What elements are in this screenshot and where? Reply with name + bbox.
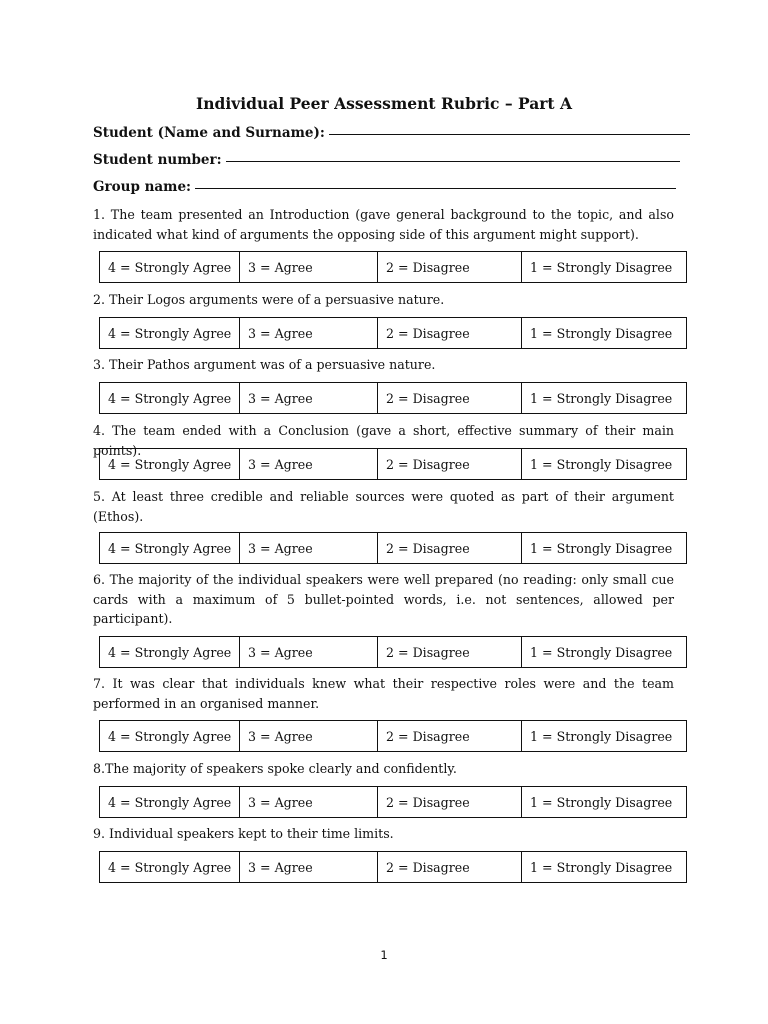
student-name-label: Student (Name and Surname):	[93, 125, 325, 141]
student-name-field[interactable]	[93, 125, 690, 141]
rating-scale-5[interactable]	[99, 532, 687, 564]
rating-option-2[interactable]: 2 = Disagree	[378, 787, 522, 818]
page-title: Individual Peer Assessment Rubric – Part A	[195, 94, 573, 113]
rating-option-4[interactable]: 4 = Strongly Agree	[100, 383, 240, 414]
question-1: 1. The team presented an Introduction (gave general background to the topic, and also indicated what kind of arguments the opposing side of this argument might support).	[93, 207, 674, 242]
question-6: 6. The majority of the individual speakers were well prepared (no reading: only small cue cards with a maximum of 5 bullet-pointed words, i.e. not sentences, allowed per participant).	[93, 572, 674, 626]
group-name-label: Group name:	[93, 179, 192, 195]
rating-option-2[interactable]: 2 = Disagree	[378, 252, 522, 283]
rating-option-1[interactable]: 1 = Strongly Disagree	[522, 383, 687, 414]
question-8: 8.The majority of speakers spoke clearly and confidently.	[93, 761, 457, 776]
rating-scale-1[interactable]	[99, 251, 687, 283]
question-9: 9. Individual speakers kept to their time limits.	[93, 826, 394, 841]
student-number-blank-line[interactable]	[226, 160, 680, 162]
group-name-field[interactable]	[93, 179, 676, 195]
rating-option-4[interactable]: 4 = Strongly Agree	[100, 318, 240, 349]
question-5: 5. At least three credible and reliable sources were quoted as part of their argument (Ethos).	[93, 489, 674, 524]
rating-option-4[interactable]: 4 = Strongly Agree	[100, 449, 240, 480]
rating-option-2[interactable]: 2 = Disagree	[378, 852, 522, 883]
rating-option-4[interactable]: 4 = Strongly Agree	[100, 252, 240, 283]
rating-option-1[interactable]: 1 = Strongly Disagree	[522, 318, 687, 349]
rating-option-2[interactable]: 2 = Disagree	[378, 383, 522, 414]
student-name-blank-line[interactable]	[329, 133, 690, 135]
rating-option-3[interactable]: 3 = Agree	[240, 533, 378, 564]
rating-option-3[interactable]: 3 = Agree	[240, 383, 378, 414]
student-number-field[interactable]	[93, 152, 680, 168]
rating-scale-3[interactable]	[99, 382, 687, 414]
rating-option-4[interactable]: 4 = Strongly Agree	[100, 721, 240, 752]
rating-scale-9[interactable]	[99, 851, 687, 883]
rating-option-2[interactable]: 2 = Disagree	[378, 449, 522, 480]
question-4: 4. The team ended with a Conclusion (gave a short, effective summary of their main points).	[93, 423, 674, 458]
rating-option-1[interactable]: 1 = Strongly Disagree	[522, 787, 687, 818]
rating-option-3[interactable]: 3 = Agree	[240, 252, 378, 283]
rating-option-4[interactable]: 4 = Strongly Agree	[100, 637, 240, 668]
rating-option-2[interactable]: 2 = Disagree	[378, 637, 522, 668]
group-name-blank-line[interactable]	[195, 187, 676, 189]
rating-option-3[interactable]: 3 = Agree	[240, 318, 378, 349]
rating-option-2[interactable]: 2 = Disagree	[378, 318, 522, 349]
student-number-label: Student number:	[93, 152, 222, 168]
rating-option-2[interactable]: 2 = Disagree	[378, 533, 522, 564]
rating-scale-8[interactable]	[99, 786, 687, 818]
rating-option-3[interactable]: 3 = Agree	[240, 787, 378, 818]
rating-option-1[interactable]: 1 = Strongly Disagree	[522, 721, 687, 752]
question-7: 7. It was clear that individuals knew what their respective roles were and the team performed in an organised manner.	[93, 676, 674, 711]
rating-scale-6[interactable]	[99, 636, 687, 668]
rating-option-4[interactable]: 4 = Strongly Agree	[100, 852, 240, 883]
question-3: 3. Their Pathos argument was of a persuasive nature.	[93, 357, 436, 372]
page-number: 1	[380, 948, 388, 962]
rating-option-1[interactable]: 1 = Strongly Disagree	[522, 637, 687, 668]
rating-option-3[interactable]: 3 = Agree	[240, 852, 378, 883]
rating-option-1[interactable]: 1 = Strongly Disagree	[522, 533, 687, 564]
question-2: 2. Their Logos arguments were of a persuasive nature.	[93, 292, 445, 307]
rating-option-4[interactable]: 4 = Strongly Agree	[100, 787, 240, 818]
rating-option-1[interactable]: 1 = Strongly Disagree	[522, 449, 687, 480]
rating-option-1[interactable]: 1 = Strongly Disagree	[522, 252, 687, 283]
rating-option-3[interactable]: 3 = Agree	[240, 637, 378, 668]
rating-option-2[interactable]: 2 = Disagree	[378, 721, 522, 752]
rating-option-1[interactable]: 1 = Strongly Disagree	[522, 852, 687, 883]
rating-option-4[interactable]: 4 = Strongly Agree	[100, 533, 240, 564]
rating-option-3[interactable]: 3 = Agree	[240, 449, 378, 480]
rating-scale-2[interactable]	[99, 317, 687, 349]
rating-scale-7[interactable]	[99, 720, 687, 752]
rating-option-3[interactable]: 3 = Agree	[240, 721, 378, 752]
rating-scale-4[interactable]	[99, 448, 687, 480]
